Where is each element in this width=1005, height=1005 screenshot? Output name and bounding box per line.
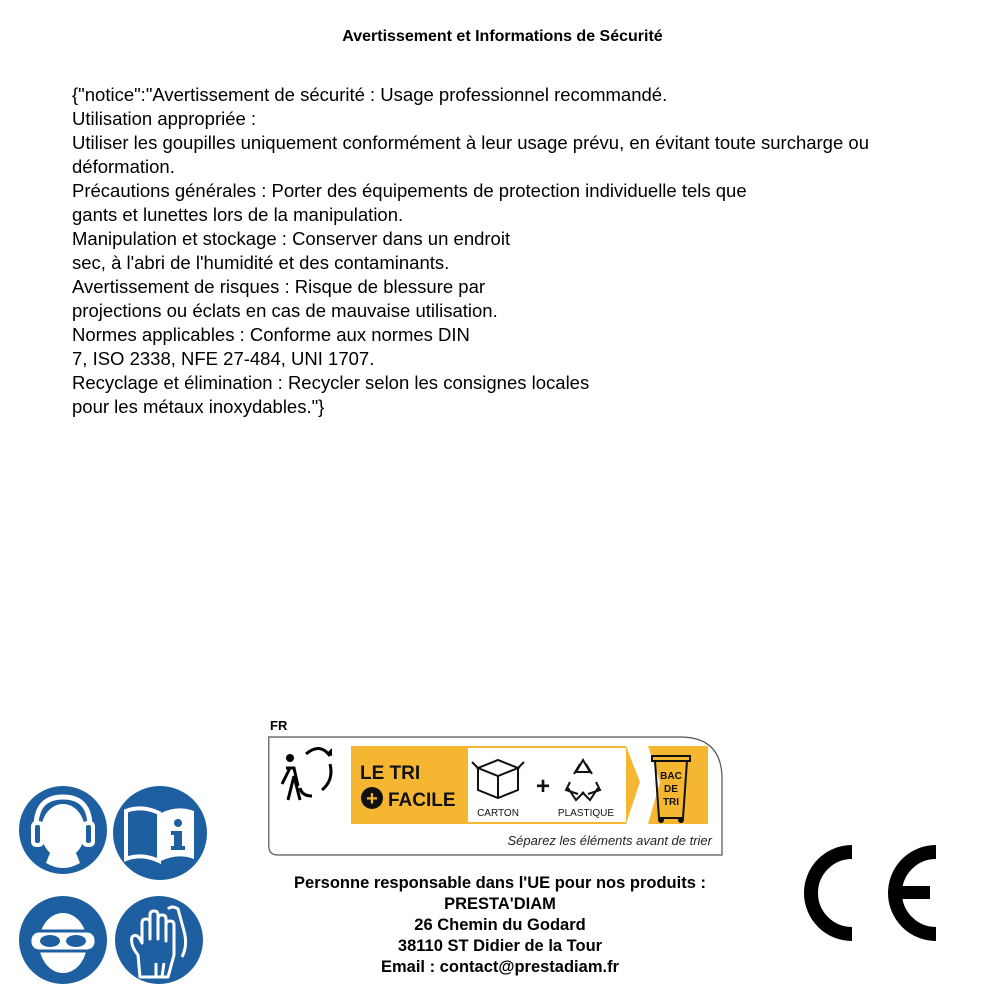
page-title: Avertissement et Informations de Sécurité	[342, 28, 663, 45]
notice-line: {"notice":"Avertissement de sécurité : Usage professionnel recommandé.	[72, 84, 668, 105]
notice-line: pour les métaux inoxydables."}	[72, 396, 325, 417]
ce-mark-icon	[796, 842, 938, 944]
logo-plus: +	[366, 788, 378, 810]
address-line-1: 26 Chemin du Godard	[414, 916, 586, 934]
gloves-icon	[112, 893, 206, 987]
plastique-label: PLASTIQUE	[557, 808, 615, 819]
safety-notice	[72, 83, 952, 419]
read-manual-icon	[110, 783, 210, 883]
eye-protection-icon	[16, 893, 110, 987]
bin-text-3: TRI	[662, 797, 680, 808]
notice-line: projections ou éclats en cas de mauvaise utilisation.	[72, 300, 498, 321]
notice-line: 7, ISO 2338, NFE 27-484, UNI 1707.	[72, 348, 375, 369]
notice-line: Utiliser les goupilles uniquement conformément à leur usage prévu, en évitant toute surcharge ou	[72, 132, 869, 153]
recycling-caption: Séparez les éléments avant de trier	[507, 833, 712, 848]
notice-line: gants et lunettes lors de la manipulation.	[72, 204, 404, 225]
carton-label: CARTON	[477, 808, 519, 819]
notice-line: Manipulation et stockage : Conserver dans un endroit	[72, 228, 511, 249]
notice-line: déformation.	[72, 156, 175, 177]
recycling-info-logo	[268, 734, 724, 858]
logo-line1: LE TRI	[360, 763, 421, 784]
bin-text-1: BAC	[660, 771, 682, 782]
address-line-2: 38110 ST Didier de la Tour	[397, 937, 603, 955]
notice-line: Avertissement de risques : Risque de blessure par	[72, 276, 486, 297]
contact-email: Email : contact@prestadiam.fr	[381, 958, 619, 976]
bin-text-2: DE	[664, 784, 678, 795]
ear-protection-icon	[16, 783, 110, 877]
notice-line: sec, à l'abri de l'humidité et des contaminants.	[72, 252, 450, 273]
eu-responsible-person	[250, 873, 750, 978]
country-code: FR	[270, 718, 288, 733]
logo-line2: FACILE	[388, 790, 456, 811]
company-name: PRESTA'DIAM	[444, 895, 556, 913]
responsible-heading: Personne responsable dans l'UE pour nos produits :	[294, 874, 706, 892]
notice-line: Recyclage et élimination : Recycler selon les consignes locales	[72, 372, 590, 393]
items-plus: +	[535, 773, 551, 800]
notice-line: Normes applicables : Conforme aux normes DIN	[72, 324, 470, 345]
notice-line: Précautions générales : Porter des équipements de protection individuelle tels que	[72, 180, 747, 201]
notice-line: Utilisation appropriée :	[72, 108, 257, 129]
